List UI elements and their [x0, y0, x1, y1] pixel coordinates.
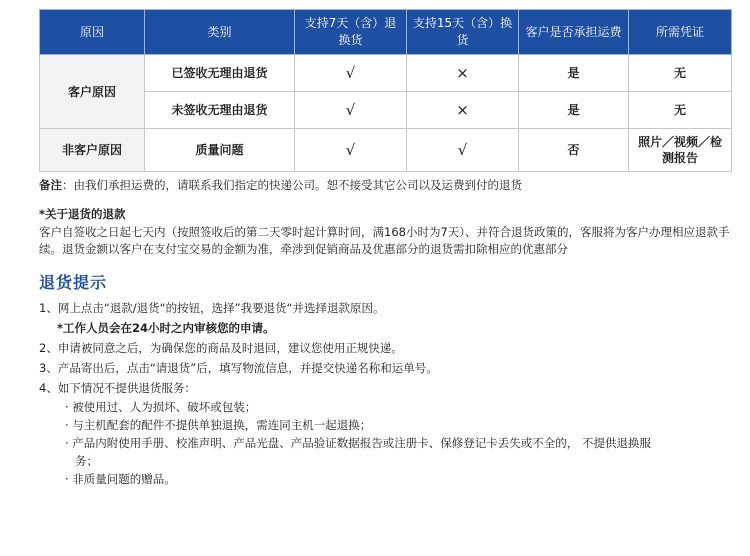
category-cell: 未签收无理由退货 [145, 92, 295, 129]
table-row [40, 129, 732, 172]
exclusion-item-cont-text: 务； [75, 454, 98, 468]
fee-cell: 是 [519, 92, 629, 129]
exclusion-item: · 被使用过、人为损坏、破坏或包装； [65, 400, 257, 414]
shipping-note [39, 177, 733, 194]
proof-cell: 照片／视频／检测报告 [629, 129, 732, 172]
check-mark: √ [295, 55, 407, 92]
exclusion-item: · 与主机配套的配件不提供单独退换，需连同主机一起退换； [65, 418, 372, 432]
check-mark: √ [295, 129, 407, 172]
group-non-customer-reason: 非客户原因 [40, 129, 145, 172]
group-customer-reason: 客户原因 [40, 55, 145, 129]
refund-section-body: 客户自签收之日起七天内（按照签收后的第二天零时起计算时间，满168小时为7天）、并符合退货政策的，客服将为客户办理相应退款手续。退货金额以客户在支付宝交易的金额为准，牵涉到促销商品及优惠部分的退货需扣除相应的优惠部分 [39, 225, 730, 256]
tip-step-3: 3、产品寄出后，点击“请退货”后，填写物流信息，并提交快递名称和运单号。 [39, 361, 438, 375]
header-7day-return: 支持7天（含）退换货 [295, 10, 407, 55]
fee-cell: 否 [519, 129, 629, 172]
header-proof: 所需凭证 [629, 10, 732, 55]
return-tips-list [39, 298, 733, 488]
fee-cell: 是 [519, 55, 629, 92]
category-cell: 质量问题 [145, 129, 295, 172]
cross-mark: × [407, 55, 519, 92]
exclusion-item-cont [39, 452, 733, 470]
tip-step-2: 2、申请被同意之后，为确保您的商品及时退回，建议您使用正规快递。 [39, 341, 403, 355]
refund-section-title: *关于退货的退款 [39, 207, 126, 221]
check-mark: √ [407, 129, 519, 172]
return-policy-table [39, 9, 732, 172]
category-cell: 已签收无理由退货 [145, 55, 295, 92]
check-mark: √ [295, 92, 407, 129]
cross-mark: × [407, 92, 519, 129]
header-reason: 原因 [40, 10, 145, 55]
table-header-row [40, 10, 732, 55]
exclusion-item: · 产品内附使用手册、校准声明、产品光盘、产品验证数据报告或注册卡、保修登记卡丢失或不全的， 不提供退换服 [65, 436, 651, 450]
table-row [40, 55, 732, 92]
header-15day-exchange: 支持15天（含）换货 [407, 10, 519, 55]
proof-cell: 无 [629, 92, 732, 129]
return-tips-title: 退货提示 [39, 273, 108, 292]
note-text: ：由我们承担运费的，请联系我们指定的快递公司。恕不接受其它公司以及运费到付的退货 [62, 178, 522, 192]
header-shipping-fee: 客户是否承担运费 [519, 10, 629, 55]
tip-step-1: 1、网上点击“退款/退货“的按钮，选择”我要退货“并选择退款原因。 [39, 301, 385, 315]
header-category: 类别 [145, 10, 295, 55]
note-label: 备注 [39, 178, 62, 192]
exclusion-item: · 非质量问题的赠品。 [65, 472, 176, 486]
tip-step-1-note: *工作人员会在24小时之内审核您的申请。 [57, 321, 275, 335]
proof-cell: 无 [629, 55, 732, 92]
tip-step-4: 4、如下情况不提供退货服务： [39, 381, 196, 395]
